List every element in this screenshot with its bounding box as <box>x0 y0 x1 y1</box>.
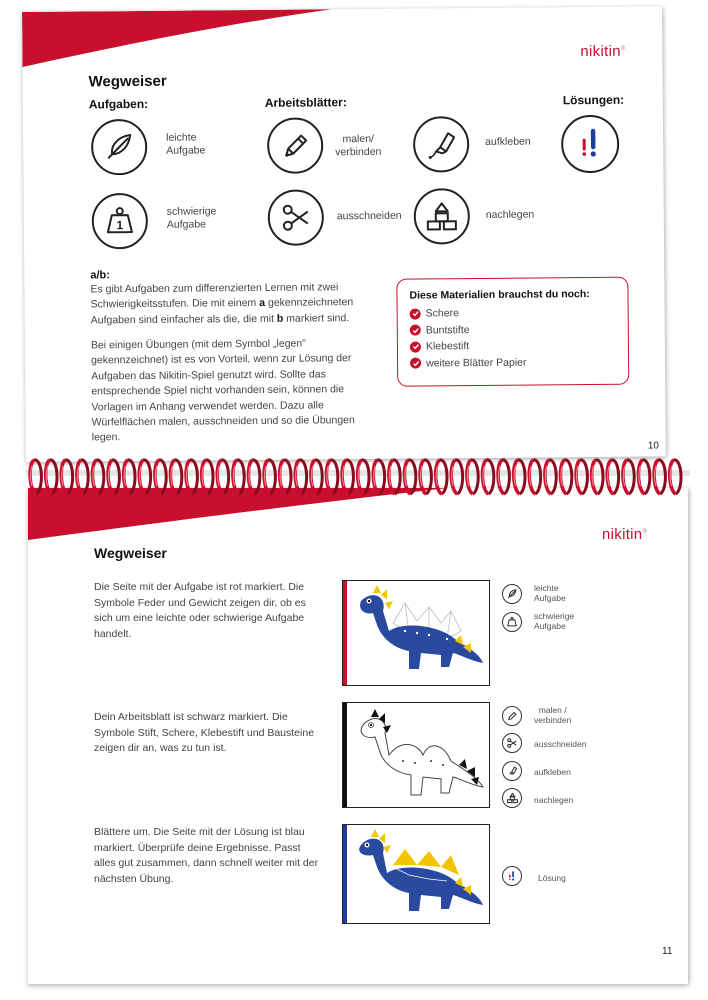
spiral-coil <box>467 460 478 494</box>
spiral-coil <box>311 460 322 494</box>
spiral-coil <box>61 460 72 494</box>
ab-heading: a/b: <box>90 269 110 282</box>
solution-label: Lösung <box>538 873 566 883</box>
column-head-worksheets: Arbeitsblätter: <box>264 95 347 110</box>
spiral-coil <box>451 460 462 494</box>
spiral-coil <box>623 460 634 494</box>
column-head-tasks: Aufgaben: <box>88 96 149 112</box>
check-icon <box>410 325 421 336</box>
feather-icon <box>502 584 522 604</box>
nikitin-logo: nikitin® <box>602 526 648 543</box>
cut-label: ausschneiden <box>336 209 402 223</box>
spiral-coil <box>514 460 525 494</box>
weight-icon <box>502 612 522 632</box>
easy-task-label: leichte Aufgabe <box>166 131 206 157</box>
pencil-icon <box>502 706 522 726</box>
spiral-coil <box>654 460 665 494</box>
red-swoosh <box>22 6 662 72</box>
glue-label: aufkleben <box>534 767 571 777</box>
spiral-coil <box>342 460 353 494</box>
spiral-coil <box>576 460 587 494</box>
check-icon <box>410 308 421 319</box>
section-text-solution: Blättere um. Die Seite mit der Lösung ist blau markiert. Überprüfe deine Ergebnisse. Passt alles gut zusammen, dann schnell weiter mit der nächsten Übung. <box>94 826 319 885</box>
spiral-coil <box>373 460 384 494</box>
build-label: nachlegen <box>485 208 535 221</box>
scissors-icon <box>502 733 522 753</box>
feather-icon <box>91 119 147 175</box>
materials-title: Diese Materialien brauchst du noch: <box>409 288 590 302</box>
spiral-coil <box>155 460 166 494</box>
check-icon <box>410 358 421 369</box>
spiral-coil <box>389 460 400 494</box>
spiral-coil <box>545 460 556 494</box>
page-number-10: 10 <box>647 440 659 452</box>
nikitin-logo: nikitin® <box>580 42 626 61</box>
pencil-icon <box>267 117 323 173</box>
spiral-coil <box>108 460 119 494</box>
material-item: Schere <box>410 304 616 322</box>
spiral-coil <box>592 460 603 494</box>
dino-outline-illustration <box>343 703 490 808</box>
material-item: Klebestift <box>410 337 616 355</box>
blocks-icon <box>502 788 522 808</box>
spiral-coil <box>46 460 57 494</box>
spiral-coil <box>560 460 571 494</box>
blocks-icon <box>414 188 470 244</box>
weight-icon <box>92 193 148 249</box>
weight-number: 1 <box>116 218 124 233</box>
materials-box <box>396 277 629 387</box>
spiral-coil <box>264 460 275 494</box>
glue-icon <box>413 116 469 172</box>
spiral-coil <box>92 460 103 494</box>
top-page <box>22 6 666 462</box>
spiral-coil <box>30 460 41 494</box>
glue-icon <box>502 761 522 781</box>
worksheet-thumbnail <box>342 702 490 808</box>
spiral-coil <box>186 460 197 494</box>
task-page-thumbnail <box>342 580 490 686</box>
spiral-coil <box>233 460 244 494</box>
spiral-coil <box>358 460 369 494</box>
bottom-page <box>28 488 688 984</box>
spiral-coil <box>404 460 415 494</box>
exclamation-icon <box>561 115 620 174</box>
section-text-worksheet: Dein Arbeitsblatt ist schwarz markiert. Die Symbole Stift, Schere, Klebestift und Bausteine zeigen dir an, was zu tun ist. <box>94 711 315 754</box>
spiral-coil <box>420 460 431 494</box>
spiral-coil <box>170 460 181 494</box>
build-label: nachlegen <box>534 795 574 805</box>
spiral-coil <box>498 460 509 494</box>
check-icon <box>410 341 421 352</box>
spiral-coil <box>248 460 259 494</box>
scissors-icon <box>268 189 324 245</box>
spiral-coil <box>607 460 618 494</box>
spiral-coil <box>638 460 649 494</box>
spiral-coil <box>295 460 306 494</box>
spiral-coil <box>217 460 228 494</box>
spiral-coil <box>482 460 493 494</box>
paragraph-game-hint: Bei einigen Übungen (mit dem Symbol „legen" gekennzeichnet) ist es von Vorteil, wenn zur Lösung der Aufgaben das Nikitin-Spiel genutzt wird. Sollte das entsprechende Spiel nicht vorhanden sein, können die Vorlagen im Anhang verwendet werden. Dazu alle Würfelflächen malen, ausschneiden und so die Übungen legen. <box>90 337 355 444</box>
spiral-coil <box>124 460 135 494</box>
draw-connect-label: malen/ verbinden <box>335 132 382 159</box>
material-item: weitere Blätter Papier <box>410 353 616 371</box>
cut-label: ausschneiden <box>534 739 587 749</box>
exclamation-icon <box>502 866 522 886</box>
easy-task-label: leichte Aufgabe <box>534 583 566 603</box>
spiral-coil <box>77 460 88 494</box>
paragraph-difficulty: Es gibt Aufgaben zum differenzierten Lernen mit zwei Schwierigkeitsstufen. Die mit einem a gekennzeichneten Aufgaben sind einfacher als die, die mit b markiert sind. <box>90 281 354 327</box>
solution-page-thumbnail <box>342 824 490 924</box>
glue-label: aufkleben <box>485 135 531 148</box>
spiral-coil <box>202 460 213 494</box>
material-item: Buntstifte <box>410 320 616 338</box>
page-title: Wegweiser <box>94 545 167 561</box>
page-title: Wegweiser <box>88 72 167 91</box>
section-text-task: Die Seite mit der Aufgabe ist rot markiert. Die Symbole Feder und Gewicht zeigen dir, ob es sich um eine leichte oder schwierige Aufgabe handelt. <box>94 581 306 640</box>
hard-task-label: schwierige Aufgabe <box>534 611 575 631</box>
spiral-coil <box>670 460 681 494</box>
dino-blue-illustration <box>343 581 490 686</box>
draw-connect-label: malen / verbinden <box>534 705 572 725</box>
hard-task-label: schwierige Aufgabe <box>166 205 217 231</box>
spiral-coil <box>139 460 150 494</box>
page-number-11: 11 <box>662 946 673 957</box>
column-head-solutions: Lösungen: <box>562 92 625 108</box>
spiral-coil <box>436 460 447 494</box>
dino-solution-illustration <box>343 825 490 924</box>
spiral-coil <box>529 460 540 494</box>
spiral-coil <box>280 460 291 494</box>
spiral-binding <box>26 450 690 500</box>
spiral-coil <box>326 460 337 494</box>
